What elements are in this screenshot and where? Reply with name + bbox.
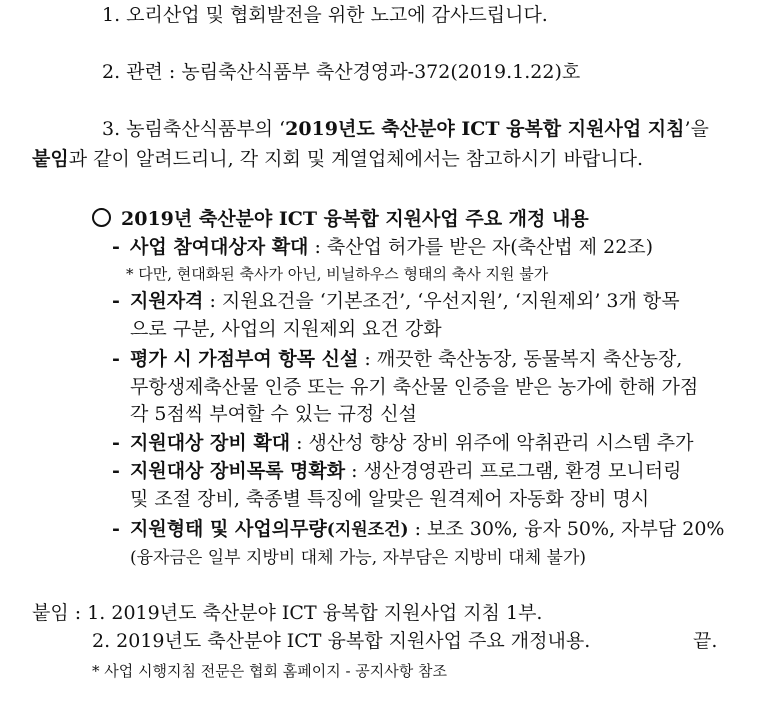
paragraph-1: 1. 오리산업 및 협회발전을 위한 노고에 감사드립니다. (102, 4, 548, 26)
attachment-1-text: 1. 2019년도 축산분야 ICT 융복합 지원사업 지침 1부. (87, 602, 543, 624)
homepage-note: * 사업 시행지침 전문은 협회 홈페이지 - 공지사항 참조 (92, 662, 448, 680)
item-6 (112, 520, 725, 539)
item-1-label: 사업 참여대상자 확대 (130, 236, 309, 258)
attachment-keyword: 붙임 (32, 148, 69, 170)
item-2-text: : 지원요건을 ‘기본조건’, ‘우선지원’, ‘지원제외’ 3개 항목 (203, 290, 680, 312)
paragraph-3-rest: 과 같이 알려드리니, 각 지회 및 계열업체에서는 참고하시기 바랍니다. (68, 148, 644, 170)
section-title: 2019년 축산분야 ICT 융복합 지원사업 주요 개정 내용 (92, 208, 589, 229)
item-4 (112, 434, 694, 453)
item-5-label: 지원대상 장비목록 명확화 (130, 460, 346, 482)
attachment-label: 붙임 : (32, 602, 88, 624)
item-3-line-2: 무항생제축산물 인증 또는 유기 축산물 인증을 받은 농가에 한해 가점 (130, 376, 699, 398)
item-4-text: : 생산성 향상 장비 위주에 악취관리 시스템 추가 (290, 432, 694, 454)
item-4-label: 지원대상 장비 확대 (130, 432, 291, 454)
item-3-text: : 깨끗한 축산농장, 동물복지 축산농장, (358, 348, 683, 370)
item-5 (112, 462, 681, 481)
dash-bullet-icon: - (112, 348, 120, 370)
item-3-label: 평가 시 가점부여 항목 신설 (130, 348, 359, 370)
paragraph-3-prefix: 3. 농림축산식품부의 ‘ (102, 118, 286, 140)
item-5-line-2: 및 조절 장비, 축종별 특징에 알맞은 원격제어 자동화 장비 명시 (130, 488, 650, 510)
dash-bullet-icon: - (112, 236, 120, 258)
item-6-label-condition: (지원조건) (326, 520, 409, 540)
item-6-text: : 보조 30%, 융자 50%, 자부담 20% (408, 518, 725, 540)
paragraph-2: 2. 관련 : 농림축산식품부 축산경영과-372(2019.1.22)호 (102, 61, 581, 83)
item-2 (112, 292, 680, 311)
dash-bullet-icon: - (112, 290, 120, 312)
item-1-text: : 축산업 허가를 받은 자(축산법 제 22조) (308, 236, 654, 258)
paragraph-3-line-1 (102, 120, 709, 139)
dash-bullet-icon: - (112, 460, 120, 482)
attachment-2: 2. 2019년도 축산분야 ICT 융복합 지원사업 주요 개정내용. (92, 630, 591, 652)
paragraph-3-suffix: ’을 (684, 118, 709, 140)
item-6-line-2: (융자금은 일부 지방비 대체 가능, 자부담은 지방비 대체 불가) (130, 548, 587, 568)
circle-bullet-icon (92, 208, 111, 227)
paragraph-3-line-2 (32, 150, 643, 169)
attachment-1 (32, 604, 542, 623)
item-1 (112, 238, 653, 257)
item-1-note: * 다만, 현대화된 축사가 아닌, 비닐하우스 형태의 축사 지원 불가 (126, 265, 549, 283)
item-6-label: 지원형태 및 사업의무량 (130, 518, 327, 540)
item-2-label: 지원자격 (130, 290, 204, 312)
end-mark: 끝. (693, 630, 718, 652)
item-3 (112, 350, 682, 369)
dash-bullet-icon: - (112, 432, 120, 454)
item-2-line-2: 으로 구분, 사업의 지원제외 요건 강화 (130, 318, 442, 340)
dash-bullet-icon: - (112, 518, 120, 540)
guideline-title: 2019년도 축산분야 ICT 융복합 지원사업 지침 (285, 118, 685, 140)
item-5-text: : 생산경영관리 프로그램, 환경 모니터링 (345, 460, 682, 482)
item-3-line-3: 각 5점씩 부여할 수 있는 규정 신설 (130, 403, 417, 425)
